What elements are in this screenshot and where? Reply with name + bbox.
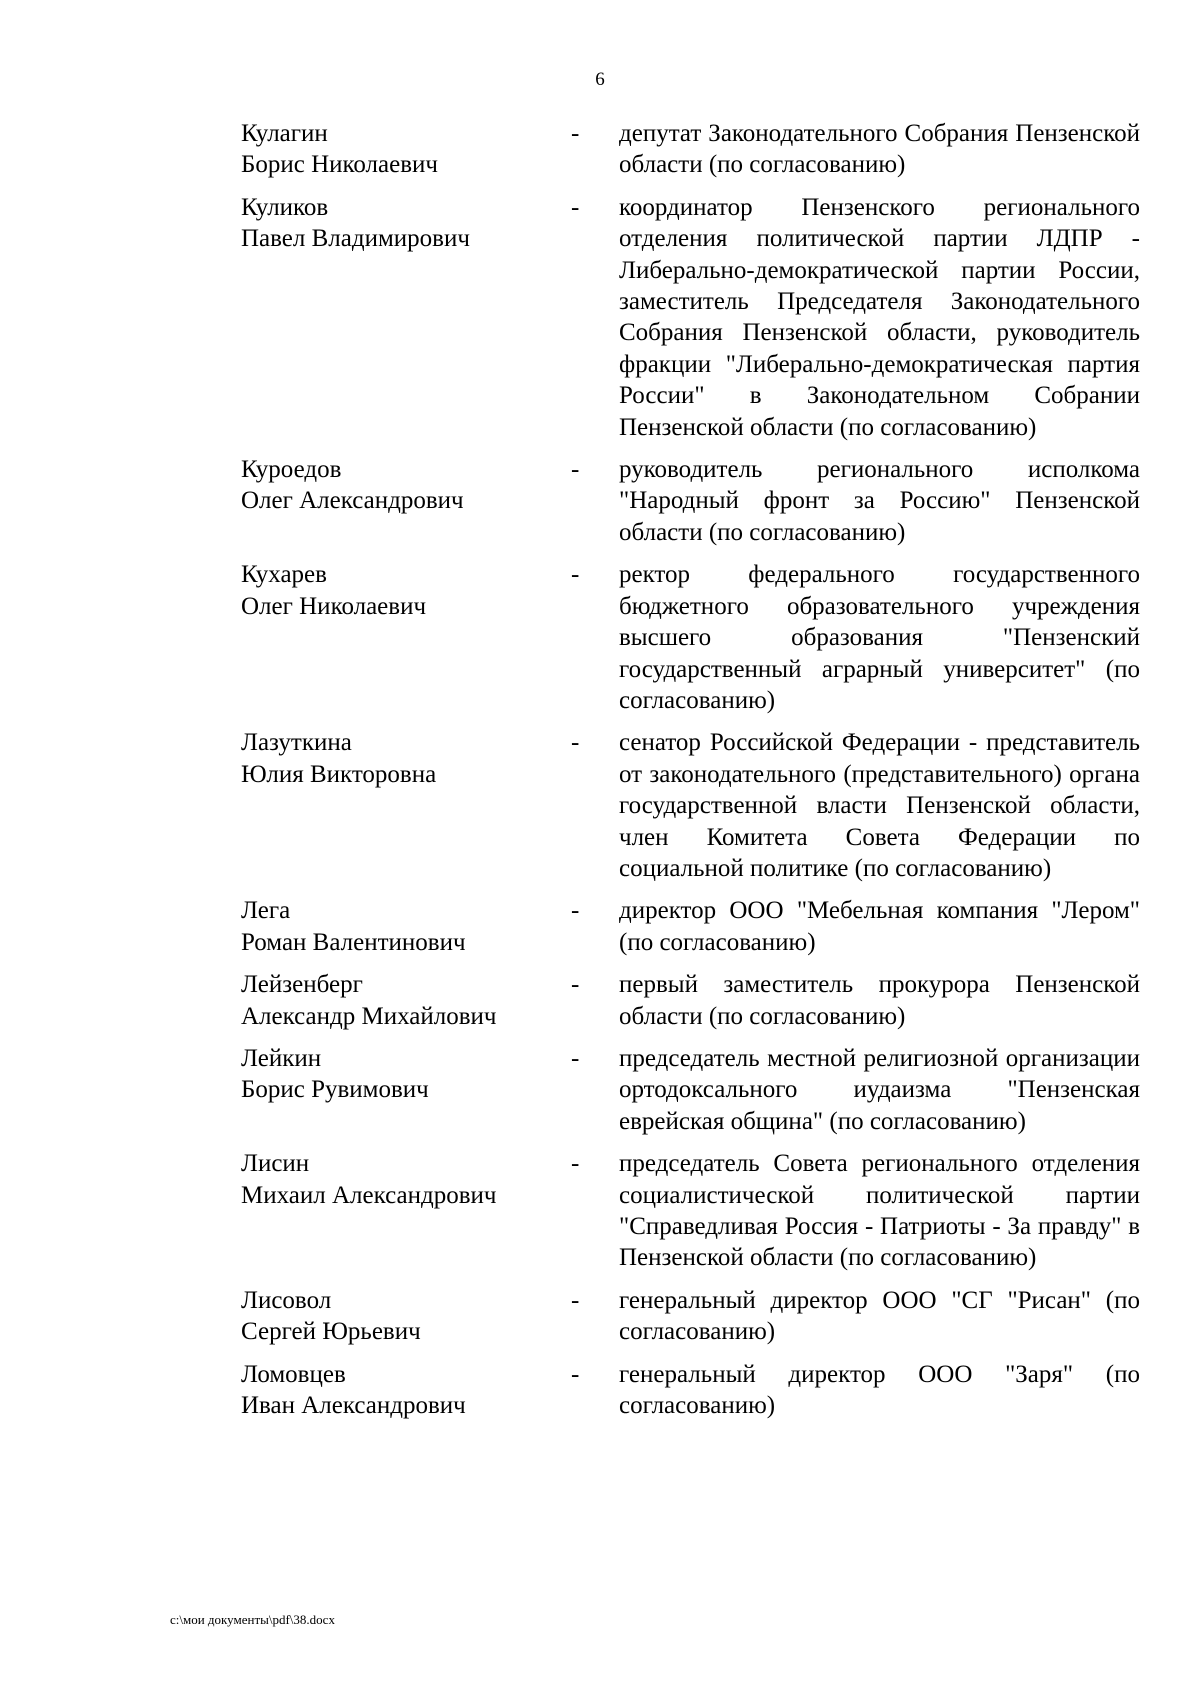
member-role: депутат Законодательного Собрания Пензенской области (по согласованию) bbox=[619, 120, 1140, 179]
member-name bbox=[241, 1359, 571, 1422]
member-dash: - bbox=[571, 120, 580, 147]
member-surname: Лисовол bbox=[241, 1286, 332, 1314]
member-name bbox=[241, 895, 571, 958]
member-given-names: Олег Александрович bbox=[241, 487, 464, 515]
member-role: сенатор Российской Федерации - представитель от законодательного (представительного) органа государственной власти Пензенской области, член Комитета Совета Федерации по социальной политике (по согласованию) bbox=[619, 729, 1140, 882]
member-role: координатор Пензенского регионального отделения политической партии ЛДПР - Либерально-демократической партии России, заместитель Председателя Законодательного Собрания Пензенской области, руководитель фракции "Либерально-демократическая партия России" в Законодательном Собрании Пензенской области (по согласованию) bbox=[619, 193, 1140, 441]
member-entry bbox=[241, 727, 1140, 884]
member-entry bbox=[241, 118, 1140, 181]
member-given-names: Иван Александрович bbox=[241, 1392, 466, 1420]
member-surname: Лазуткина bbox=[241, 729, 352, 757]
member-dash: - bbox=[571, 1150, 580, 1178]
member-surname: Куликов bbox=[241, 193, 329, 221]
member-name bbox=[241, 192, 571, 443]
member-surname: Лисин bbox=[241, 1150, 310, 1178]
member-entry bbox=[241, 192, 1140, 443]
member-dash: - bbox=[571, 971, 580, 999]
member-role: председатель Совета регионального отделения социалистической политической партии "Справедливая Россия - Патриоты - За правду" в Пензенской области (по согласованию) bbox=[619, 1150, 1140, 1272]
member-given-names: Александр Михайлович bbox=[241, 1002, 497, 1030]
member-given-names: Павел Владимирович bbox=[241, 225, 470, 253]
member-dash: - bbox=[571, 456, 580, 484]
member-given-names: Олег Николаевич bbox=[241, 592, 427, 620]
member-given-names: Борис Николаевич bbox=[241, 151, 438, 179]
member-role: председатель местной религиозной организации ортодоксального иудаизма "Пензенская еврейская община" (по согласованию) bbox=[619, 1044, 1140, 1135]
member-role: генеральный директор ООО "Заря" (по согласованию) bbox=[619, 1360, 1140, 1420]
member-given-names: Сергей Юрьевич bbox=[241, 1318, 421, 1346]
member-surname: Лейзенберг bbox=[241, 971, 363, 999]
member-dash: - bbox=[571, 561, 580, 589]
member-dash: - bbox=[571, 193, 580, 221]
member-given-names: Юлия Викторовна bbox=[241, 760, 437, 788]
member-dash: - bbox=[571, 729, 580, 757]
member-entry bbox=[241, 895, 1140, 958]
member-name bbox=[241, 559, 571, 716]
member-role: ректор федерального государственного бюджетного образовательного учреждения высшего образования "Пензенский государственный аграрный университет" (по согласованию) bbox=[619, 561, 1140, 714]
member-role: генеральный директор ООО "СГ "Рисан" (по согласованию) bbox=[619, 1286, 1140, 1346]
member-given-names: Борис Рувимович bbox=[241, 1076, 429, 1104]
member-name bbox=[241, 454, 571, 548]
member-surname: Ломовцев bbox=[241, 1360, 346, 1388]
page-number: 6 bbox=[595, 69, 605, 90]
member-surname: Кулагин bbox=[241, 120, 328, 147]
member-dash: - bbox=[571, 897, 580, 925]
member-name bbox=[241, 727, 571, 884]
member-entry bbox=[241, 559, 1140, 716]
member-dash: - bbox=[571, 1044, 580, 1072]
member-name bbox=[241, 1285, 571, 1348]
footer-file-path: c:\мои документы\pdf\38.docx bbox=[170, 1612, 335, 1627]
member-role: директор ООО "Мебельная компания "Лером" (по согласованию) bbox=[619, 897, 1140, 956]
member-name bbox=[241, 118, 571, 181]
member-entry bbox=[241, 1043, 1140, 1137]
member-dash: - bbox=[571, 1360, 580, 1388]
member-name bbox=[241, 1148, 571, 1274]
member-entry bbox=[241, 1148, 1140, 1274]
member-list bbox=[241, 118, 1140, 1432]
member-surname: Лега bbox=[241, 897, 291, 925]
member-entry bbox=[241, 454, 1140, 548]
member-surname: Кухарев bbox=[241, 561, 327, 589]
member-given-names: Михаил Александрович bbox=[241, 1181, 497, 1209]
member-entry bbox=[241, 1285, 1140, 1348]
member-dash: - bbox=[571, 1286, 580, 1314]
member-entry bbox=[241, 1359, 1140, 1422]
member-surname: Куроедов bbox=[241, 456, 342, 484]
member-surname: Лейкин bbox=[241, 1044, 322, 1072]
member-name bbox=[241, 969, 571, 1032]
member-role: первый заместитель прокурора Пензенской области (по согласованию) bbox=[619, 971, 1140, 1030]
member-given-names: Роман Валентинович bbox=[241, 928, 466, 956]
member-entry bbox=[241, 969, 1140, 1032]
member-name bbox=[241, 1043, 571, 1137]
member-role: руководитель регионального исполкома "Народный фронт за Россию" Пензенской области (по согласованию) bbox=[619, 456, 1140, 546]
